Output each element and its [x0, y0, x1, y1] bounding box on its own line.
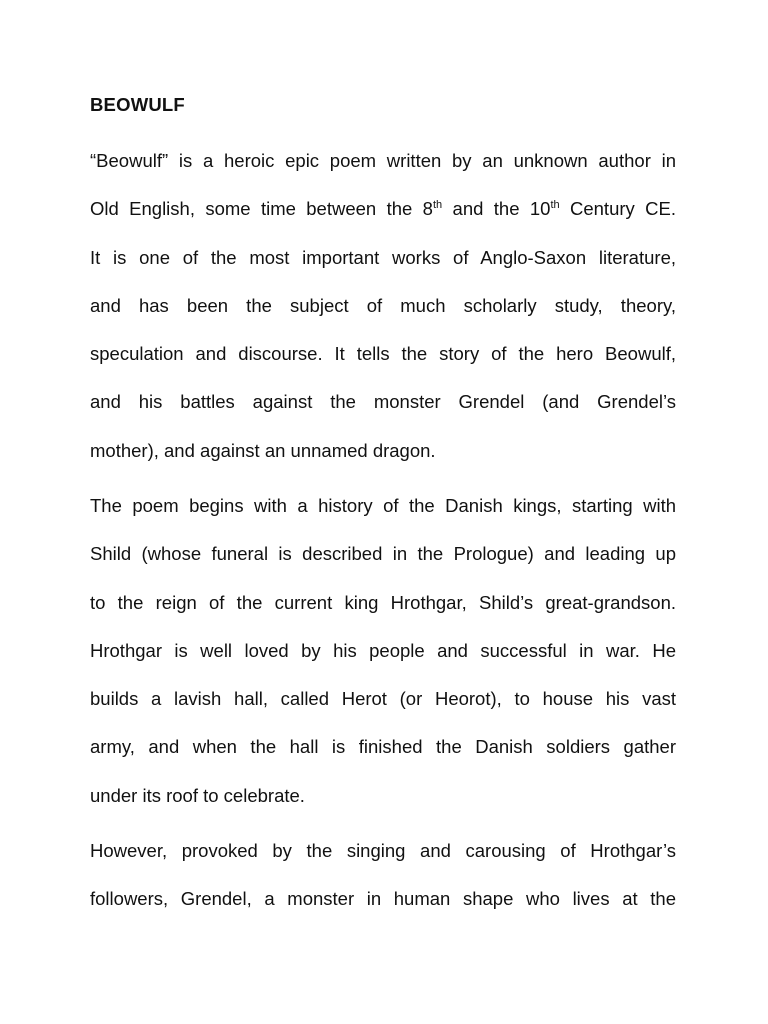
text-line	[90, 544, 676, 592]
text-line	[90, 392, 676, 440]
text-line	[90, 737, 676, 785]
text-run: to the reign of the current king Hrothgar, Shild’s great-grandson.	[90, 591, 676, 613]
text-run: Old English, some time between the 8	[90, 198, 433, 220]
text-line	[90, 786, 676, 834]
text-run: builds a lavish hall, called Herot (or Heorot), to house his vast	[90, 688, 676, 710]
text-run: Century CE.	[559, 198, 676, 220]
text-line	[90, 689, 676, 737]
text-line	[90, 841, 676, 889]
paragraph-2	[90, 496, 676, 834]
text-run: It is one of the most important works of Anglo-Saxon literature,	[90, 246, 676, 268]
text-line	[90, 199, 676, 247]
ordinal-superscript: th	[550, 199, 560, 212]
text-run: Shild (whose funeral is described in the Prologue) and leading up	[90, 543, 676, 565]
text-line	[90, 441, 676, 489]
text-run: followers, Grendel, a monster in human shape who lives at the	[90, 888, 676, 910]
text-run: speculation and discourse. It tells the story of the hero Beowulf,	[90, 343, 676, 365]
text-line	[90, 496, 676, 544]
ordinal-superscript: th	[432, 199, 443, 212]
text-line	[90, 248, 676, 296]
text-run: “Beowulf” is a heroic epic poem written by an unknown author in	[90, 150, 676, 171]
paragraph-3	[90, 841, 676, 938]
text-line	[90, 296, 676, 344]
text-line	[90, 151, 676, 199]
text-run: and has been the subject of much scholarly study, theory,	[90, 294, 676, 316]
text-run: Hrothgar is well loved by his people and successful in war. He	[90, 639, 676, 661]
text-run: and the 10	[442, 198, 551, 220]
text-line	[90, 593, 676, 641]
text-line	[90, 889, 676, 937]
text-line	[90, 344, 676, 392]
text-run: army, and when the hall is finished the Danish soldiers gather	[90, 736, 676, 758]
text-run: mother), and against an unnamed dragon.	[90, 439, 436, 461]
text-line	[90, 641, 676, 689]
document-title: BEOWULF	[90, 94, 185, 115]
text-run: The poem begins with a history of the Danish kings, starting with	[90, 495, 676, 516]
text-run: and his battles against the monster Grendel (and Grendel’s	[90, 391, 676, 413]
text-run: However, provoked by the singing and carousing of Hrothgar’s	[90, 840, 676, 861]
text-run: under its roof to celebrate.	[90, 784, 305, 806]
paragraph-1	[90, 151, 676, 489]
